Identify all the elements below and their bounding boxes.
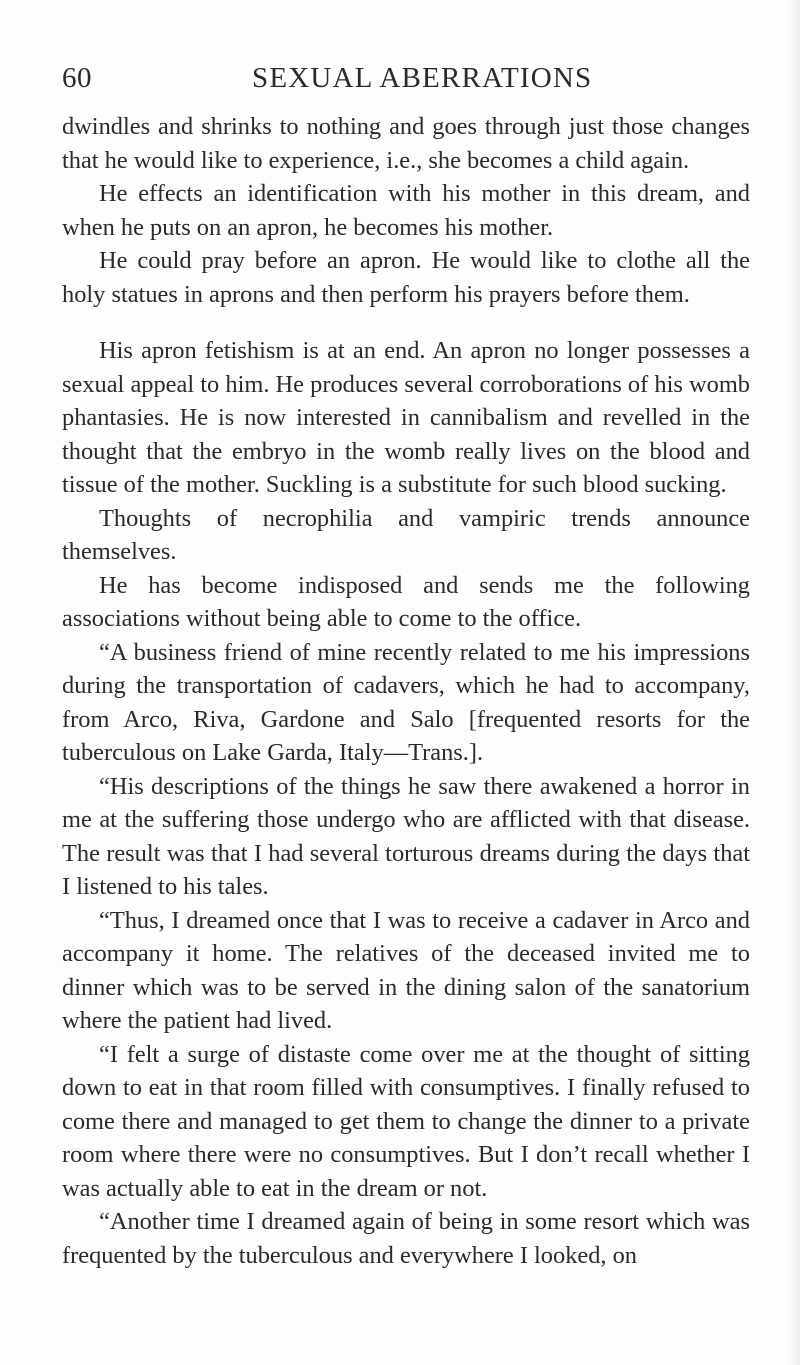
paragraph: His apron fetishism is at an end. An apron no longer possesses a sexual appeal to him. He produces several corroborations of his womb phantasies. He is now interested in cannibalism and revelled in the thought that the embryo in the womb really lives on the blood and tissue of the mother. Suckling is a substitute for such blood sucking. [62,337,750,498]
paragraph: He has become indisposed and sends me the following associations without being able to come to the office. [62,571,750,632]
paragraph: “His descriptions of the things he saw there awakened a horror in me at the suffering those undergo who are afflicted with that disease. The result was that I had several torturous dreams during the days that I listened to his tales. [62,772,750,900]
page-header [62,62,758,102]
page-edge-shadow [788,0,800,1365]
running-head: SEXUAL ABERRATIONS [252,62,593,94]
paragraph: He could pray before an apron. He would like to clothe all the holy statues in aprons and then perform his prayers before them. [62,247,750,308]
paragraph: “Another time I dreamed again of being in some resort which was frequented by the tuberculous and everywhere I looked, on [62,1208,750,1269]
paragraph: “Thus, I dreamed once that I was to receive a cadaver in Arco and accompany it home. The relatives of the deceased invited me to dinner which was to be served in the dining salon of the sanatorium where the patient had lived. [62,906,750,1034]
page-number: 60 [62,62,92,94]
paragraph: “I felt a surge of distaste come over me at the thought of sitting down to eat in that room filled with consumptives. I finally refused to come there and managed to get them to change the dinner to a private room where there were no consumptives. But I don’t recall whether I was actually able to eat in the dream or not. [62,1040,750,1202]
paragraph: He effects an identification with his mother in this dream, and when he puts on an apron, he becomes his mother. [62,180,750,241]
body-text [62,110,750,1272]
paragraph: dwindles and shrinks to nothing and goes through just those changes that he would like to experience, i.e., she becomes a child again. [62,113,750,174]
paragraph: Thoughts of necrophilia and vampiric trends announce themselves. [62,504,750,565]
paragraph: “A business friend of mine recently related to me his impressions during the transportation of cadavers, which he had to accompany, from Arco, Riva, Gardone and Salo [frequented resorts for the tuberculous on Lake Garda, Italy—Trans.]. [62,638,750,766]
